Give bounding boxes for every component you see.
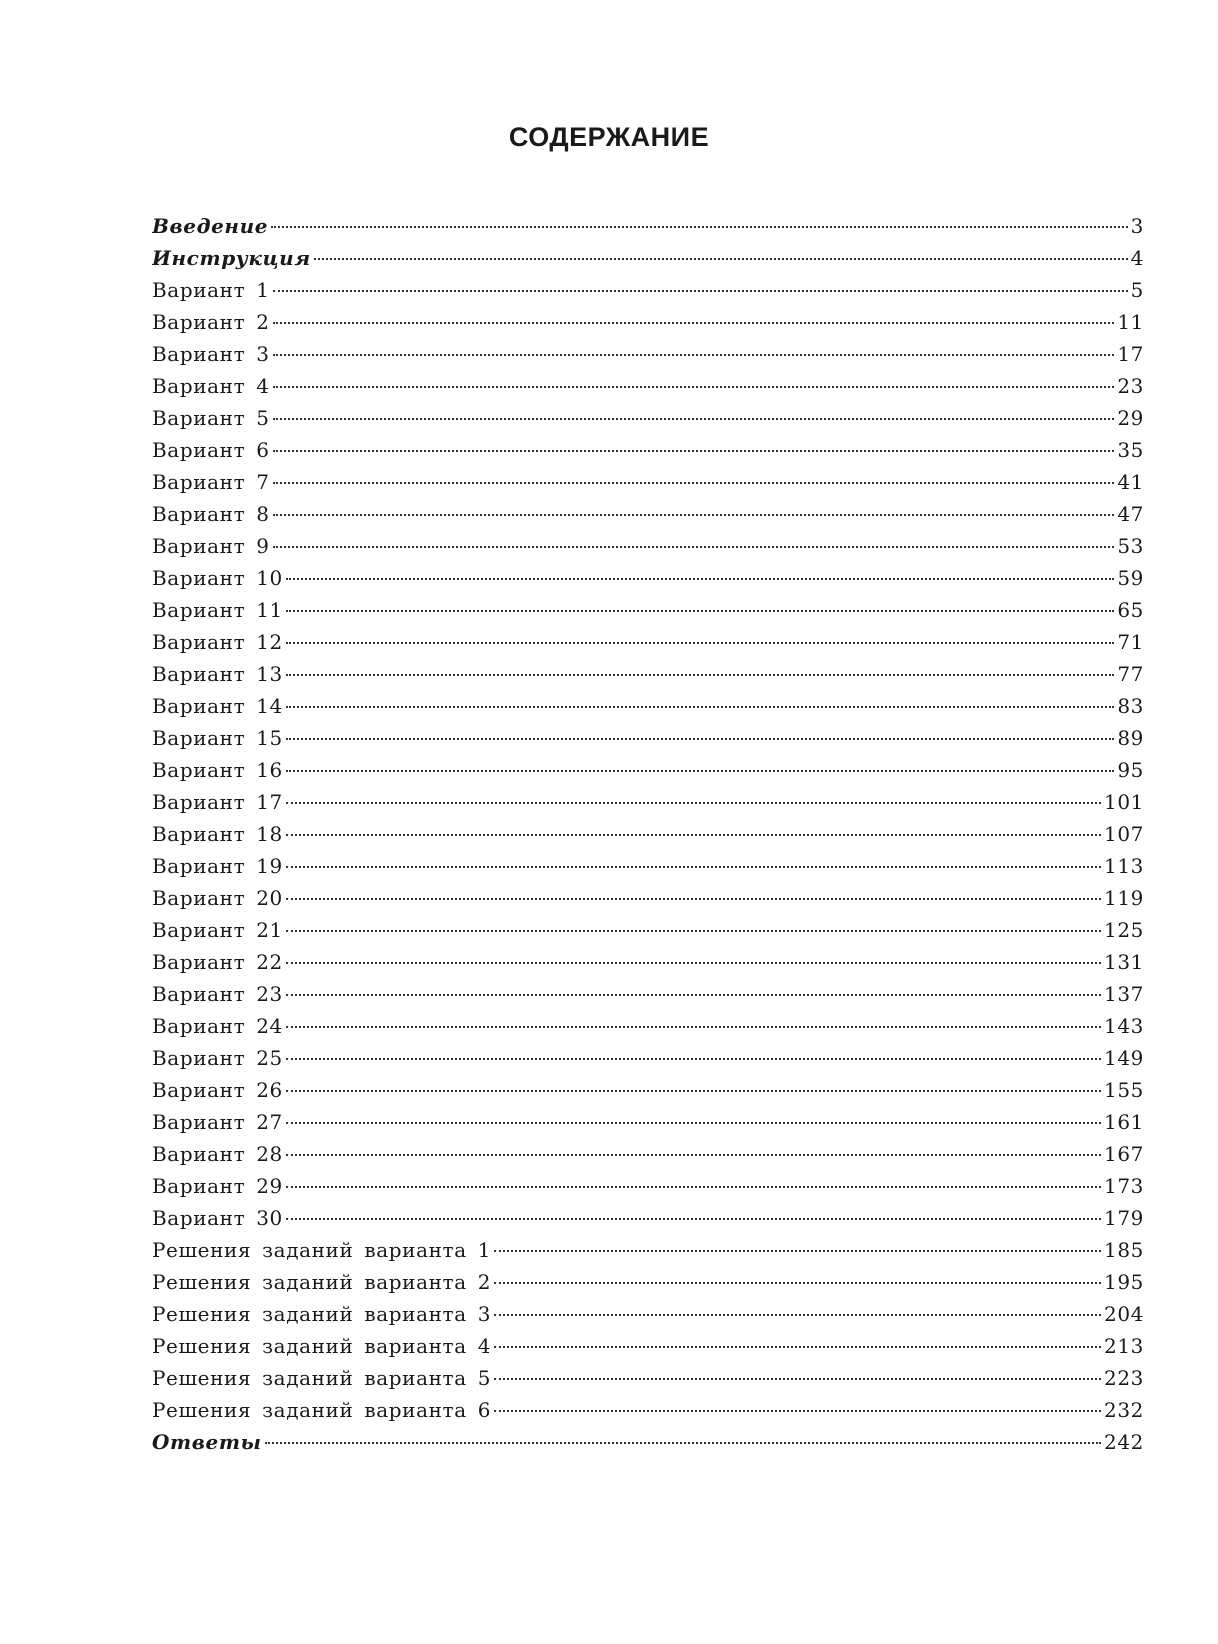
toc-entry-page-number: 41 [1117, 470, 1144, 494]
toc-entry-page-number: 3 [1130, 214, 1144, 238]
toc-entry-page-number: 161 [1104, 1110, 1144, 1134]
toc-entry-page-number: 101 [1104, 790, 1144, 814]
toc-entry-label: Вариант 12 [152, 630, 283, 654]
dot-leader [273, 386, 1115, 388]
toc-entry[interactable] [152, 1042, 1144, 1074]
dot-leader [273, 322, 1115, 324]
dot-leader [286, 578, 1114, 580]
toc-entry[interactable] [152, 722, 1144, 754]
dot-leader [271, 226, 1128, 228]
toc-entry-label: Вариант 26 [152, 1078, 283, 1102]
toc-entry-label: Вариант 7 [152, 470, 270, 494]
toc-entry-label: Вариант 22 [152, 950, 283, 974]
toc-entry-label: Решения заданий варианта 4 [152, 1334, 492, 1358]
dot-leader [494, 1314, 1101, 1316]
toc-entry-label: Вариант 15 [152, 726, 283, 750]
toc-entry[interactable] [152, 882, 1144, 914]
toc-entry[interactable] [152, 1362, 1144, 1394]
toc-entry-page-number: 173 [1104, 1174, 1144, 1198]
toc-entry-page-number: 113 [1104, 854, 1144, 878]
toc-entry-page-number: 17 [1117, 342, 1144, 366]
dot-leader [286, 1154, 1101, 1156]
toc-entry[interactable] [152, 274, 1144, 306]
toc-entry[interactable] [152, 338, 1144, 370]
toc-entry-page-number: 137 [1104, 982, 1144, 1006]
toc-entry[interactable] [152, 850, 1144, 882]
toc-entry-page-number: 232 [1104, 1398, 1144, 1422]
toc-entry[interactable] [152, 210, 1144, 242]
dot-leader [286, 898, 1101, 900]
dot-leader [265, 1442, 1101, 1444]
toc-entry[interactable] [152, 242, 1144, 274]
toc-entry[interactable] [152, 1138, 1144, 1170]
toc-entry-label: Вариант 14 [152, 694, 283, 718]
toc-entry-label: Вариант 13 [152, 662, 283, 686]
dot-leader [273, 418, 1115, 420]
table-of-contents [152, 210, 1144, 1458]
dot-leader [273, 482, 1115, 484]
toc-entry[interactable] [152, 914, 1144, 946]
toc-entry[interactable] [152, 1266, 1144, 1298]
dot-leader [286, 738, 1114, 740]
dot-leader [286, 962, 1101, 964]
toc-entry-page-number: 195 [1104, 1270, 1144, 1294]
toc-entry[interactable] [152, 1330, 1144, 1362]
dot-leader [494, 1250, 1101, 1252]
toc-entry-page-number: 167 [1104, 1142, 1144, 1166]
dot-leader [286, 1026, 1101, 1028]
toc-entry[interactable] [152, 1074, 1144, 1106]
toc-entry[interactable] [152, 1106, 1144, 1138]
toc-entry-label: Вариант 24 [152, 1014, 283, 1038]
toc-entry[interactable] [152, 562, 1144, 594]
dot-leader [286, 866, 1101, 868]
toc-entry-label: Вариант 30 [152, 1206, 283, 1230]
toc-entry-label: Вариант 8 [152, 502, 270, 526]
toc-entry[interactable] [152, 1170, 1144, 1202]
toc-entry[interactable] [152, 594, 1144, 626]
toc-entry[interactable] [152, 498, 1144, 530]
toc-entry-page-number: 5 [1130, 278, 1144, 302]
toc-entry-label: Вариант 28 [152, 1142, 283, 1166]
dot-leader [273, 450, 1115, 452]
dot-leader [314, 258, 1128, 260]
toc-entry-label: Вариант 17 [152, 790, 283, 814]
toc-entry[interactable] [152, 1010, 1144, 1042]
dot-leader [286, 1090, 1101, 1092]
dot-leader [286, 930, 1101, 932]
toc-entry-label: Вариант 23 [152, 982, 283, 1006]
toc-entry-page-number: 35 [1117, 438, 1144, 462]
toc-entry-label: Решения заданий варианта 3 [152, 1302, 492, 1326]
dot-leader [286, 994, 1101, 996]
toc-entry-page-number: 23 [1117, 374, 1144, 398]
toc-entry-label: Вариант 16 [152, 758, 283, 782]
toc-entry-label: Решения заданий варианта 6 [152, 1398, 492, 1422]
toc-entry-label: Вариант 3 [152, 342, 270, 366]
toc-entry-label: Вариант 25 [152, 1046, 283, 1070]
toc-entry-page-number: 11 [1117, 310, 1144, 334]
toc-entry-page-number: 119 [1104, 886, 1144, 910]
toc-entry[interactable] [152, 1202, 1144, 1234]
toc-entry-label: Вариант 19 [152, 854, 283, 878]
dot-leader [494, 1346, 1101, 1348]
dot-leader [286, 770, 1114, 772]
toc-entry[interactable] [152, 626, 1144, 658]
toc-entry[interactable] [152, 1394, 1144, 1426]
toc-entry-page-number: 59 [1117, 566, 1144, 590]
toc-entry-page-number: 185 [1104, 1238, 1144, 1262]
toc-entry-label: Вариант 29 [152, 1174, 283, 1198]
toc-entry[interactable] [152, 370, 1144, 402]
toc-entry-page-number: 29 [1117, 406, 1144, 430]
toc-entry[interactable] [152, 434, 1144, 466]
toc-entry[interactable] [152, 658, 1144, 690]
toc-entry-label: Ответы [152, 1430, 262, 1454]
toc-entry-label: Вариант 5 [152, 406, 270, 430]
dot-leader [494, 1282, 1101, 1284]
toc-entry-page-number: 213 [1104, 1334, 1144, 1358]
toc-entry-label: Вариант 6 [152, 438, 270, 462]
toc-entry[interactable] [152, 690, 1144, 722]
toc-entry-page-number: 107 [1104, 822, 1144, 846]
toc-entry-label: Вариант 10 [152, 566, 283, 590]
dot-leader [494, 1410, 1101, 1412]
dot-leader [286, 834, 1101, 836]
toc-entry-label: Вариант 27 [152, 1110, 283, 1134]
toc-entry-page-number: 155 [1104, 1078, 1144, 1102]
toc-entry[interactable] [152, 530, 1144, 562]
toc-entry[interactable] [152, 754, 1144, 786]
toc-entry[interactable] [152, 978, 1144, 1010]
toc-entry[interactable] [152, 1426, 1144, 1458]
page-title: СОДЕРЖАНИЕ [508, 122, 710, 152]
toc-entry-page-number: 47 [1117, 502, 1144, 526]
toc-entry-page-number: 4 [1130, 246, 1144, 270]
toc-entry-label: Решения заданий варианта 5 [152, 1366, 492, 1390]
toc-entry-label: Инструкция [152, 246, 311, 270]
dot-leader [286, 610, 1114, 612]
toc-entry-label: Введение [152, 214, 269, 238]
dot-leader [286, 1218, 1101, 1220]
dot-leader [286, 1058, 1101, 1060]
dot-leader [286, 706, 1114, 708]
toc-entry-label: Вариант 4 [152, 374, 270, 398]
toc-entry-label: Вариант 2 [152, 310, 270, 334]
toc-entry-label: Решения заданий варианта 1 [152, 1238, 492, 1262]
toc-entry[interactable] [152, 786, 1144, 818]
dot-leader [494, 1378, 1101, 1380]
toc-entry-page-number: 149 [1104, 1046, 1144, 1070]
toc-entry-page-number: 204 [1104, 1302, 1144, 1326]
toc-entry-label: Вариант 21 [152, 918, 283, 942]
dot-leader [286, 802, 1101, 804]
dot-leader [273, 514, 1115, 516]
toc-entry[interactable] [152, 1298, 1144, 1330]
toc-entry-page-number: 143 [1104, 1014, 1144, 1038]
toc-entry-page-number: 125 [1104, 918, 1144, 942]
toc-entry-page-number: 95 [1117, 758, 1144, 782]
toc-entry-page-number: 77 [1117, 662, 1144, 686]
dot-leader [286, 1186, 1101, 1188]
toc-entry-page-number: 131 [1104, 950, 1144, 974]
toc-entry-page-number: 71 [1117, 630, 1144, 654]
dot-leader [286, 642, 1114, 644]
toc-entry-page-number: 179 [1104, 1206, 1144, 1230]
toc-entry-page-number: 83 [1117, 694, 1144, 718]
toc-entry[interactable] [152, 1234, 1144, 1266]
dot-leader [286, 1122, 1101, 1124]
toc-entry-page-number: 242 [1104, 1430, 1144, 1454]
toc-entry-label: Вариант 20 [152, 886, 283, 910]
toc-entry-label: Вариант 18 [152, 822, 283, 846]
toc-entry-label: Вариант 11 [152, 598, 283, 622]
toc-entry-page-number: 223 [1104, 1366, 1144, 1390]
toc-entry-label: Решения заданий варианта 2 [152, 1270, 492, 1294]
toc-entry-page-number: 65 [1117, 598, 1144, 622]
dot-leader [273, 546, 1115, 548]
dot-leader [273, 290, 1128, 292]
dot-leader [273, 354, 1115, 356]
toc-entry-label: Вариант 1 [152, 278, 270, 302]
toc-entry-page-number: 53 [1117, 534, 1144, 558]
toc-entry-label: Вариант 9 [152, 534, 270, 558]
toc-entry[interactable] [152, 946, 1144, 978]
toc-entry[interactable] [152, 306, 1144, 338]
toc-entry[interactable] [152, 818, 1144, 850]
dot-leader [286, 674, 1114, 676]
toc-entry[interactable] [152, 466, 1144, 498]
toc-entry-page-number: 89 [1117, 726, 1144, 750]
toc-entry[interactable] [152, 402, 1144, 434]
